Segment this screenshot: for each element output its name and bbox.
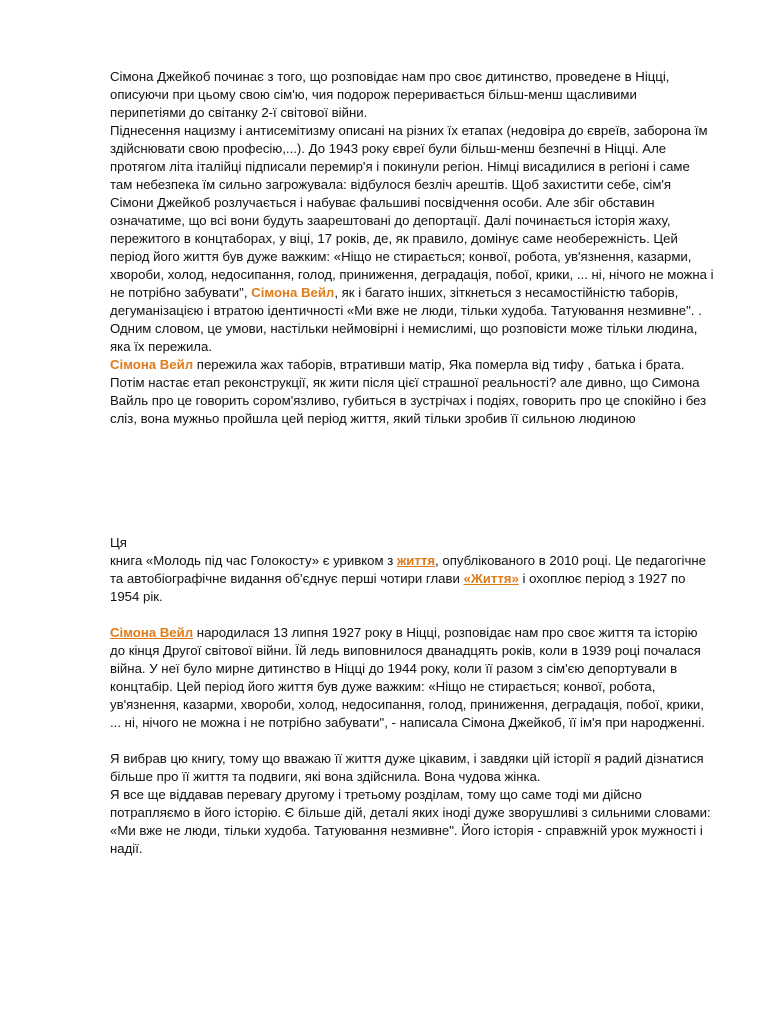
summary-text-2: , як і багато інших, зіткнеться з несамостійністю таборів, дегуманізацією і втратою ідентичності «Ми вже не люди, тільки худоба. Татуювання незмивне". . Одним словом, це умови, настільки неймовірні і немислимі, що розповісти може тільки людина, яка їх пережила. — [110, 285, 702, 354]
link-life[interactable]: життя — [396, 553, 436, 568]
spacer — [110, 732, 714, 750]
spacer — [110, 606, 714, 624]
link-simone-veil-3[interactable]: Сімона Вейл — [110, 625, 194, 640]
paragraph-book-intro — [110, 534, 714, 606]
paragraph-biography — [110, 624, 714, 732]
document-page — [110, 68, 714, 858]
link-simone-veil-1[interactable]: Сімона Вейл — [251, 285, 335, 300]
link-simone-veil-2[interactable]: Сімона Вейл — [110, 357, 194, 372]
book-intro-text-2: , опублікованого в 2010 році. Це педагогічне та автобіографічне видання об'єднує перші чотири глави — [110, 553, 706, 586]
summary-text-1: Сімона Джейкоб починає з того, що розповідає нам про своє дитинство, проведене в Ніцці, описуючи при цьому свою сім'ю, чия подорож переривається більш-менш щасливими перипетіями до світанку 2-ї світової війни. Піднесення нацизму і антисемітизму описані на різних їх етапах (недовіра до євреїв, заборона їм здійснювати свою професію,...). До 1943 року євреї були більш-менш безпечні в Ніцці. Але протягом літа італійці підписали перемир'я і покинули регіон. Німці висадилися в регіоні і саме там небезпека їм сильно загрожувала: відбулося безліч арештів. Щоб захистити себе, сім'я Сімони Джейкоб розлучається і набуває фальшиві посвідчення особи. Але збіг обставин означатиме, що всі вони будуть заарештовані до депортації. Далі починається історія жаху, пережитого в концтаборах, у віці, 17 років, де, як правило, домінує саме необережність. Цей період його життя був дуже важким: «Ніщо не стирається; конвої, робота, ув'язнення, казарми, хвороби, холод, недосипання, голод, приниження, деградація, побої, крики, ... ні, нічого не можна і не потрібно забувати", — [110, 69, 714, 300]
paragraph-opinion: Я вибрав цю книгу, тому що вважаю її життя дуже цікавим, і завдяки цій історії я радий дізнатися більше про її життя та подвиги, які вона здійснила. Вона чудова жінка. Я все ще віддавав перевагу другому і третьому розділам, тому що саме тоді ми дійсно потрапляємо в його історію. Є більше дій, деталі яких іноді дуже зворушливі з сильними словами: «Ми вже не люди, тільки худоба. Татуювання незмивне". Його історія - справжній урок мужності і надії. — [110, 751, 711, 856]
book-intro-text-1: Ця книга «Молодь під час Голокосту» є уривком з — [110, 535, 394, 568]
spacer — [110, 428, 714, 534]
book-intro-text-3: і охоплює період з 1927 по 1954 рік. — [110, 571, 686, 604]
biography-text: народилася 13 липня 1927 року в Ніцці, розповідає нам про своє життя та історію до кінця Другої світової війни. Їй ледь виповнилося дванадцять років, коли в 1939 році почалася війна. У неї було мирне дитинство в Ніцці до 1944 року, коли її разом з сім'єю депортували в концтабір. Цей період його життя був дуже важким: «Ніщо не стирається; конвої, робота, ув'язнення, казарми, хвороби, холод, недосипання, голод, приниження, деградація, побої, крики, ... ні, нічого не можна і не потрібно забувати", - написала Сімона Джейкоб, її ім'я при народженні. — [110, 625, 705, 730]
link-life-quoted[interactable]: «Життя» — [463, 571, 519, 586]
paragraph-summary — [110, 68, 714, 428]
summary-text-3: пережила жах таборів, втративши матір, Яка померла від тифу , батька і брата. Потім настає етап реконструкції, як жити після цієї страшної реальності? але дивно, що Симона Вайль про це говорить сором'язливо, губиться в зустрічах і подіях, говорить про це спокійно і без сліз, вона мужньо пройшла цей період життя, який тільки зробив її сильною людиною — [110, 357, 707, 426]
